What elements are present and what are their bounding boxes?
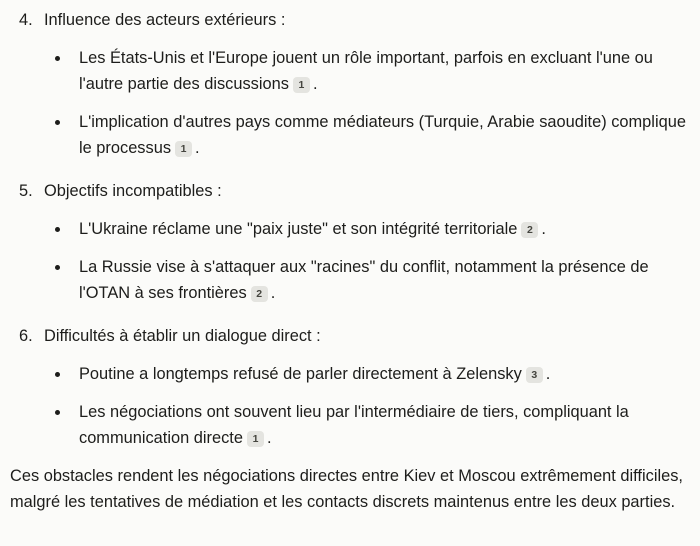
- list-item: [44, 109, 700, 161]
- bullet-dot-icon: [55, 227, 60, 232]
- section-number: 4.: [19, 11, 33, 29]
- bullet-list: [44, 361, 700, 451]
- citation-badge[interactable]: 2: [521, 222, 538, 238]
- conclusion-paragraph: Ces obstacles rendent les négociations directes entre Kiev et Moscou extrêmement difficiles, malgré les tentatives de médiation et les contacts discrets maintenus entre les deux parties.: [10, 467, 683, 511]
- list-item-text: Les négociations ont souvent lieu par l'intermédiaire de tiers, compliquant la communication directe: [79, 403, 629, 447]
- section-number: 6.: [19, 327, 33, 345]
- bullet-dot-icon: [55, 410, 60, 415]
- bullet-dot-icon: [55, 372, 60, 377]
- citation-badge[interactable]: 1: [293, 77, 310, 93]
- section-title: Difficultés à établir un dialogue direct :: [44, 327, 321, 345]
- list-item-text: L'implication d'autres pays comme médiateurs (Turquie, Arabie saoudite) complique le processus: [79, 113, 686, 157]
- section-outside-actors: [0, 7, 700, 161]
- list-item-punctuation: .: [266, 429, 272, 447]
- list-item: [44, 254, 700, 306]
- list-item-text: L'Ukraine réclame une "paix juste" et son intégrité territoriale: [79, 220, 518, 238]
- list-item: [44, 216, 700, 242]
- list-item-punctuation: .: [270, 284, 276, 302]
- citation-badge[interactable]: 1: [175, 141, 192, 157]
- citation-badge[interactable]: 2: [251, 286, 268, 302]
- section-title: Objectifs incompatibles :: [44, 182, 222, 200]
- list-item-text: Les États-Unis et l'Europe jouent un rôle important, parfois en excluant l'une ou l'autre partie des discussions: [79, 49, 653, 93]
- citation-badge[interactable]: 3: [526, 367, 543, 383]
- list-item: [44, 361, 700, 387]
- list-item: [44, 399, 700, 451]
- citation-badge[interactable]: 1: [247, 431, 264, 447]
- bullet-list: [44, 45, 700, 161]
- section-direct-dialogue: [0, 323, 700, 451]
- list-item-punctuation: .: [545, 365, 551, 383]
- answer-content: [0, 7, 700, 515]
- list-item-punctuation: .: [312, 75, 318, 93]
- section-incompatible-goals: [0, 178, 700, 306]
- bullet-dot-icon: [55, 56, 60, 61]
- bullet-list: [44, 216, 700, 306]
- list-item: [44, 45, 700, 97]
- section-number: 5.: [19, 182, 33, 200]
- section-title: Influence des acteurs extérieurs :: [44, 11, 286, 29]
- list-item-punctuation: .: [541, 220, 546, 238]
- bullet-dot-icon: [55, 120, 60, 125]
- list-item-punctuation: .: [195, 139, 200, 157]
- list-item-text: La Russie vise à s'attaquer aux "racines" du conflit, notamment la présence de l'OTAN à ses frontières: [79, 258, 649, 302]
- obstacles-list: [0, 7, 700, 451]
- bullet-dot-icon: [55, 265, 60, 270]
- list-item-text: Poutine a longtemps refusé de parler directement à Zelensky: [79, 365, 522, 383]
